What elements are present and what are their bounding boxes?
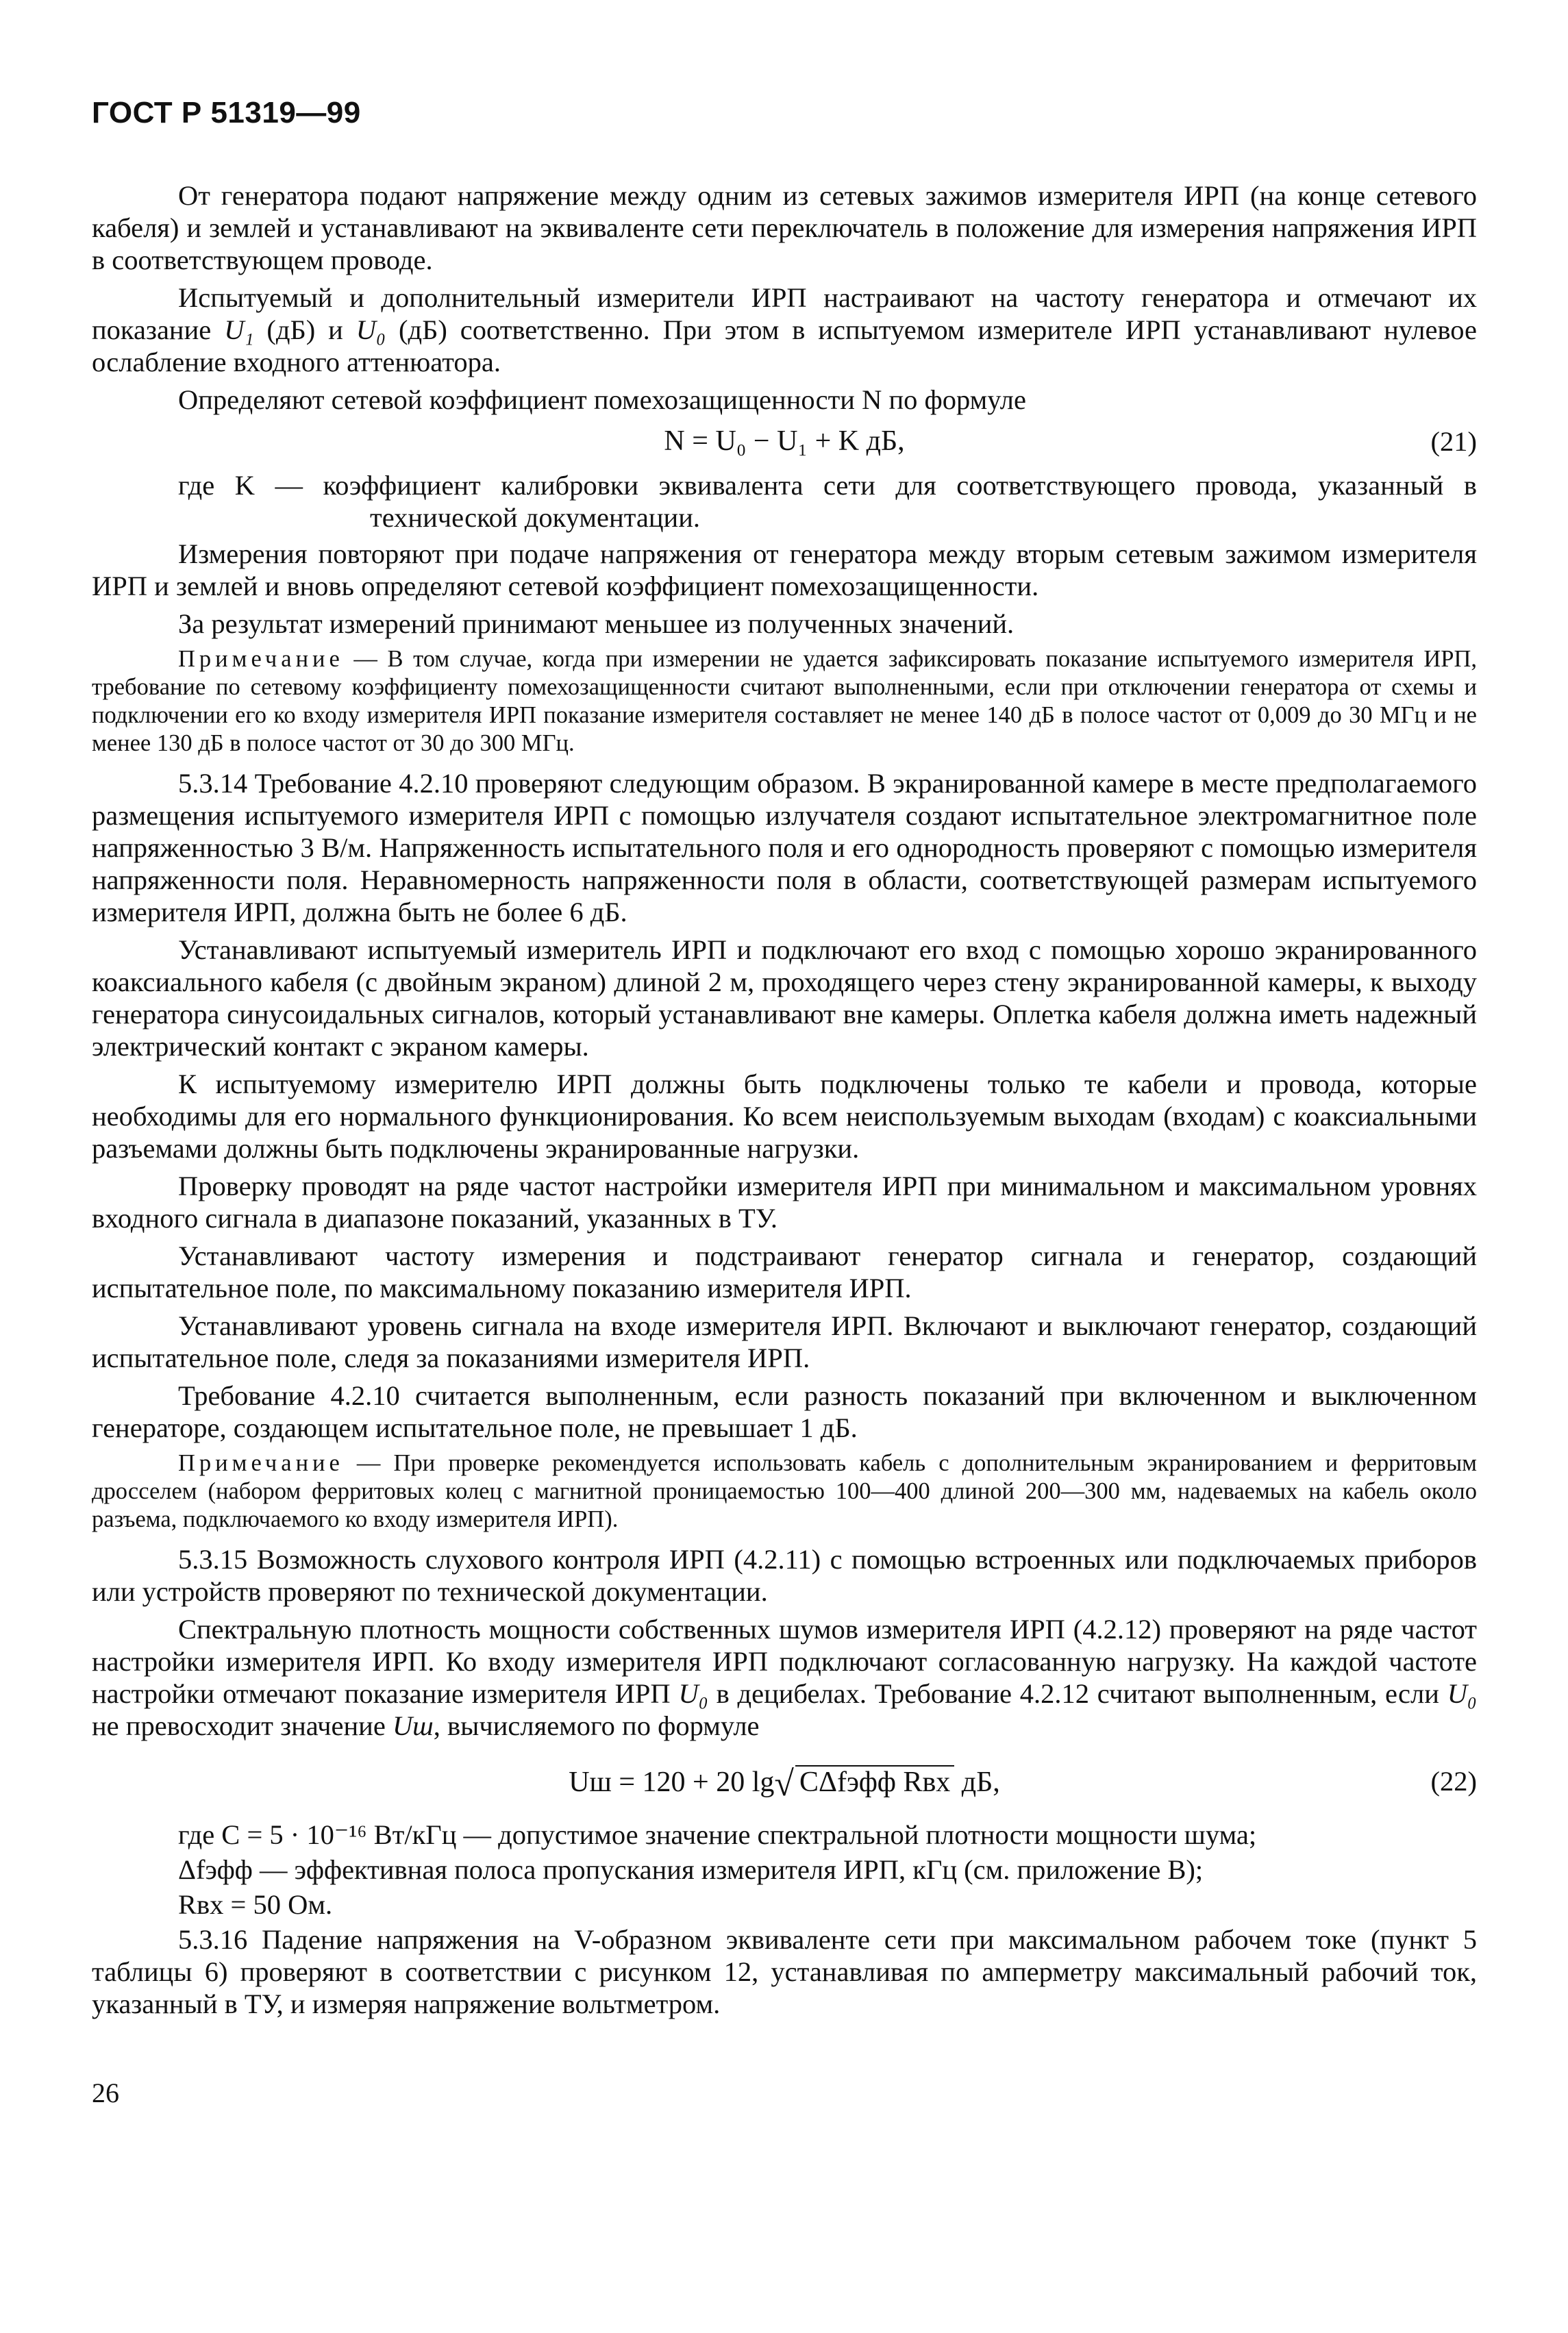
note (92, 1449, 1477, 1534)
formula-number: (21) (1430, 426, 1477, 457)
symbol-u0: U₀ (678, 1678, 708, 1709)
document-body (92, 179, 1477, 2025)
paragraph: Измерения повторяют при подаче напряжения от генератора между вторым сетевым зажимом измерителя ИРП и землей и вновь определяют сетевой коэффициент помехозащищенности. (92, 538, 1477, 601)
symbol-ush: Uш (392, 1710, 434, 1741)
paragraph: Требование 4.2.10 считается выполненным, если разность показаний при включенном и выключенном генераторе, создающем испытательное поле, не превышает 1 дБ. (92, 1380, 1477, 1443)
formula-expression (92, 1764, 1477, 1804)
sqrt-radicand: CΔfэфф Rвх (795, 1765, 954, 1799)
symbol-u0: U₀ (1447, 1678, 1478, 1709)
page-number: 26 (92, 2078, 119, 2108)
formula-explanation: где K — коэффициент калибровки эквивалента сети для соответствующего провода, указанный в технической документации. (178, 470, 1477, 533)
paragraph: Устанавливают уровень сигнала на входе измерителя ИРП. Включают и выключают генератор, создающий испытательное поле, следя за показаниями измерителя ИРП. (92, 1310, 1477, 1373)
text-span: Испытуемый и дополнительный измерители ИРП настраивают на частоту генератора и отмечают их показание (92, 282, 1477, 345)
paragraph: Определяют сетевой коэффициент помехозащищенности N по формуле (178, 384, 1026, 415)
formula-explanation: Δfэфф — эффективная полоса пропускания измерителя ИРП, кГц (см. приложение В); (178, 1854, 1204, 1885)
formula-explanation: Rвх = 50 Ом. (178, 1889, 333, 1920)
text-span: в децибелах. Требование 4.2.12 считают выполненным, если (708, 1678, 1447, 1709)
text-span: Спектральную плотность мощности собственных шумов измерителя ИРП (4.2.12) проверяют на ряде частот настройки измерителя ИРП. Ко входу измерителя ИРП подключают согласованную нагрузку. На каждой частоте настройки отмечают показание измерителя ИРП (92, 1614, 1477, 1709)
paragraph: К испытуемому измерителю ИРП должны быть подключены только те кабели и провода, которые необходимы для его нормального функционирования. Ко всем неиспользуемым выходам (входам) с коаксиальными разъемами должны быть подключены экранированные нагрузки. (92, 1069, 1477, 1164)
text-span: , вычисляемого по формуле (433, 1710, 760, 1741)
text-span: (дБ) и (253, 314, 356, 345)
paragraph (92, 282, 1477, 378)
sqrt-sign: √ (774, 1764, 794, 1804)
paragraph: Проверку проводят на ряде частот настройки измерителя ИРП при минимальном и максимальном уровнях входного сигнала в диапазоне показаний, указанных в ТУ. (92, 1171, 1477, 1234)
text-span: (дБ) соответственно. При этом в испытуемом измерителе ИРП устанавливают нулевое ослабление входного аттенюатора. (92, 314, 1477, 377)
paragraph: От генератора подают напряжение между одним из сетевых зажимов измерителя ИРП (на конце сетевого кабеля) и землей и устанавливают на эквиваленте сети переключатель в положение для измерения напряжения ИРП в соответствующем проводе. (92, 180, 1477, 275)
formula-explanation: где C = 5 · 10⁻¹⁶ Вт/кГц — допустимое значение спектральной плотности мощности шума; (178, 1819, 1257, 1850)
text-span: не превосходит значение (92, 1710, 393, 1741)
note-text: — В том случае, когда при измерении не удается зафиксировать показание испытуемого измерителя ИРП, требование по сетевому коэффициенту помехозащищенности считают выполненными, если при отключении генератора от схемы и подключении его ко входу измерителя ИРП показание измерителя составляет не менее 140 дБ в полосе частот от 0,009 до 30 МГц и не менее 130 дБ в полосе частот от 30 до 300 МГц. (92, 646, 1477, 756)
formula-number: (22) (1430, 1766, 1477, 1797)
formula-left: Uш = 120 + 20 lg (569, 1767, 775, 1798)
note-label: Примечание (178, 646, 344, 672)
paragraph: 5.3.15 Возможность слухового контроля ИРП (4.2.11) с помощью встроенных или подключаемых приборов или устройств проверяют по технической документации. (92, 1544, 1477, 1607)
formula-22 (92, 1747, 1477, 1816)
paragraph: Устанавливают частоту измерения и подстраивают генератор сигнала и генератор, создающий испытательное поле, по максимальному показанию измерителя ИРП. (92, 1240, 1477, 1303)
paragraph: За результат измерений принимают меньшее из полученных значений. (178, 608, 1015, 639)
symbol-u1: U₁ (224, 314, 254, 345)
note-text: — При проверке рекомендуется использовать кабель с дополнительным экранированием и ферритовым дросселем (набором ферритовых колец с магнитной проницаемостью 100—400 длиной 200—300 мм, надеваемых на кабель около разъема, подключаемого ко входу измерителя ИРП). (92, 1450, 1477, 1532)
paragraph: 5.3.14 Требование 4.2.10 проверяют следующим образом. В экранированной камере в месте предполагаемого размещения испытуемого измерителя ИРП с помощью излучателя создают испытательное электромагнитное поле напряженностью 3 В/м. Напряженность испытательного поля и его однородность проверяют с помощью измерителя напряженности поля. Неравномерность напряженности поля в области, соответствующей размерам испытуемого измерителя ИРП, должна быть не более 6 дБ. (92, 768, 1477, 927)
note (92, 645, 1477, 758)
paragraph (92, 1613, 1477, 1742)
standard-header: ГОСТ Р 51319—99 (92, 96, 361, 129)
formula-expression: N = U₀ − U₁ + K дБ, (664, 425, 905, 457)
paragraph: 5.3.16 Падение напряжения на V-образном эквиваленте сети при максимальном рабочем токе (пункт 5 таблицы 6) проверяют в соответствии с рисунком 12, устанавливая по амперметру максимальный рабочий ток, указанный в ТУ, и измеряя напряжение вольтметром. (92, 1924, 1477, 2019)
paragraph: Устанавливают испытуемый измеритель ИРП и подключают его вход с помощью хорошо экранированного коаксиального кабеля (с двойным экраном) длиной 2 м, проходящего через стену экранированной камеры, к выходу генератора синусоидальных сигналов, который устанавливают вне камеры. Оплетка кабеля должна иметь надежный электрический контакт с экраном камеры. (92, 934, 1477, 1062)
symbol-u0: U₀ (356, 314, 386, 345)
formula-21 (92, 421, 1477, 466)
note-label: Примечание (178, 1450, 344, 1476)
formula-unit: дБ, (954, 1767, 1000, 1798)
